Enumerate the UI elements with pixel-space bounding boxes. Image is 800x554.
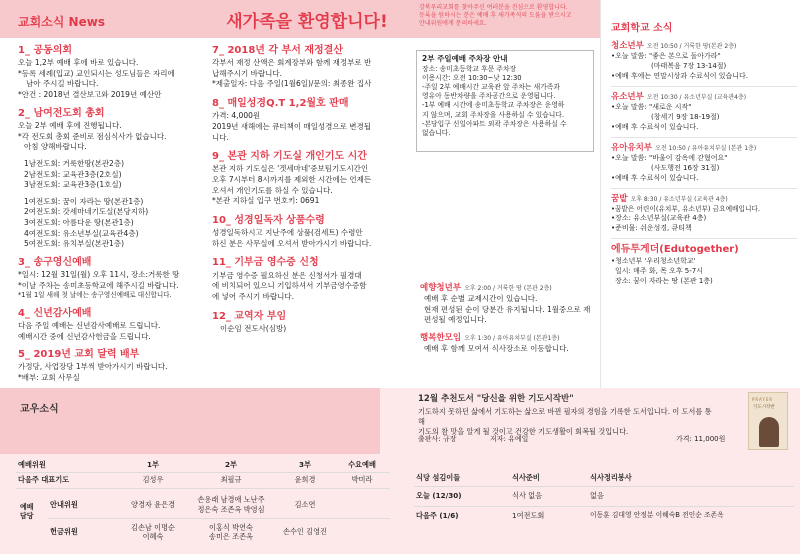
parking-line: -본당입구 신일아파트 외곽 주차장은 사용하실 수 — [422, 119, 567, 128]
dept-time: 오전 10:30 / 유소년부실 (교육관4층) — [646, 93, 747, 101]
news-item-9 — [212, 150, 408, 207]
news-line: 에 비치되어 있으니 기입하셔서 기부금영수증함 — [212, 281, 367, 291]
table-row — [414, 470, 794, 486]
book-price: 가격: 11,000원 — [676, 435, 726, 443]
sunday-school-list — [611, 40, 797, 287]
dept-time: 오후 1:30 / 유아유치부실 (본관1층) — [464, 334, 560, 342]
dept-time: 오전 10:50 / 거룩한 땅(본관 2층) — [646, 43, 737, 50]
table-row — [16, 458, 390, 472]
news-item-11 — [212, 256, 408, 302]
news-line: 1남전도회: 거룩한땅(본관2층) — [24, 158, 125, 168]
news-line: 가정당, 사업장당 1부씩 받아가시기 바랍니다. — [18, 362, 168, 372]
worship-duty-detail — [48, 492, 390, 546]
news-line: 납해주시기 바랍니다. — [212, 68, 282, 78]
table-cell: 다음주 대표기도 — [18, 474, 70, 484]
table-cell: 안내위원 — [50, 499, 78, 509]
book-description — [418, 407, 718, 437]
parking-line: 지 않으며, 교회 주차장을 사용하실 수 있습니다. — [422, 110, 565, 119]
news-item-10 — [212, 214, 408, 249]
divider — [611, 238, 797, 239]
intro-line: 안내위원에게 문의하세요. — [419, 19, 487, 27]
news-item-title: 10_ 성경일독자 상품수령 — [212, 214, 325, 226]
dept-name: 꿈밭 — [611, 193, 628, 204]
dept-line: •준비물: 쉬운성경, 큐티책 — [611, 224, 692, 233]
table-cell: 헌금위원 — [50, 527, 78, 537]
book-title: 12월 추천도서 "당신을 위한 기도시작반" — [418, 394, 574, 404]
news-item-12 — [212, 310, 408, 335]
news-line: 다음 주일 예배는 신년감사예배로 드립니다. — [18, 321, 161, 330]
news-item-title: 3_ 송구영신예배 — [18, 256, 92, 268]
news-line: 에 넣어 주시기 바랍니다. — [212, 291, 294, 301]
news-line: 오셔서 개인기도를 하실 수 있습니다. — [212, 185, 333, 195]
welcome-title: 새가족을 환영합니다! — [226, 12, 388, 32]
dept-line: 장소: 꿈이 자라는 땅 (본관 1층) — [615, 277, 713, 286]
news-item-title: 5_ 2019년 교회 달력 배부 — [18, 349, 140, 361]
dept-kinder — [611, 142, 797, 184]
parking-notice-box — [416, 50, 594, 152]
table-cell: 손용래 남경애 노난주 정은숙 조존옥 박영심 — [197, 495, 265, 514]
book-cover-top: PRAYER — [752, 397, 774, 402]
dept-line: 예배 후 함께 모여서 식사장소로 이동합니다. — [424, 344, 569, 354]
dept-line: •청소년부 '우리청소년학교' — [611, 257, 696, 266]
news-line: 남아 주시길 바랍니다. — [26, 79, 99, 89]
book-publisher: 출판사: 규장 — [418, 435, 457, 443]
table-cell: 1여전도회 — [512, 511, 545, 521]
news-item-1 — [18, 44, 210, 101]
table-header: 예배위원 — [16, 458, 120, 472]
table-row — [414, 506, 794, 526]
newcomer-intro — [395, 0, 600, 38]
news-item-title: 7_ 2018년 각 부서 재정결산 — [212, 45, 343, 56]
dept-time: 오후 8:30 / 유소년부실 (교육관 4층) — [630, 195, 728, 203]
book-desc-line: 기도의 참 맛을 알게 될 것이고 건강한 기도생활이 회복될 것입니다. — [418, 427, 629, 437]
news-item-title: 1_ 공동의회 — [18, 45, 73, 56]
dept-happy — [420, 332, 598, 355]
news-line: 본관 지하 기도실은 '겟세마네'중보팀기도시간인 — [212, 164, 369, 174]
dept-name: 청소년부 — [611, 41, 644, 51]
news-line: 가격: 4,000원 — [212, 111, 261, 121]
news-line: 오늘 1,2부 예배 후에 바로 있습니다. — [18, 58, 139, 68]
dept-youth — [611, 40, 797, 82]
table-cell: 이동훈 김대영 안정분 이혜숙B 전인순 조존옥 — [590, 511, 724, 520]
table-header: 1부 — [120, 458, 186, 472]
news-line: *일시: 12월 31일(월) 오후 11시, 장소:거룩한 땅 — [18, 270, 180, 280]
dept-name: 예향청년부 — [420, 283, 462, 293]
news-line: *각 전도회 총회 준비로 점심식사가 없습니다. — [18, 131, 167, 141]
parking-line: 영유아 동반차량을 주차공간으로 운영됩니다. — [422, 92, 556, 101]
table-header: 식당 섬김이들 — [414, 470, 510, 486]
news-line: 3여전도회: 아름다운 땅(본관1층) — [24, 218, 134, 228]
table-cell: 이홍식 박연숙 송미은 조존옥 — [209, 522, 253, 542]
dept-line: •예배 후에는 연말시상과 수료식이 있습니다. — [611, 71, 748, 80]
news-item-title: 11_ 기부금 영수증 신청 — [212, 257, 319, 269]
news-item-7 — [212, 44, 408, 90]
dept-name: 행복한모임 — [420, 332, 462, 343]
news-line: 5여전도회: 유치부실(본관1층) — [24, 239, 125, 249]
news-line: *제출일자: 다음 주일(1월6일)/문의: 최종완 집사 — [212, 79, 372, 89]
news-line: *등록 세례(입교) 교인되시는 성도님들은 자리에 — [18, 68, 175, 78]
parking-title: 2부 주일예배 주차장 안내 — [422, 54, 508, 63]
table-row — [414, 486, 794, 506]
news-line: 2019년 새해에는 큐티책이 매일성경으로 변경됩 — [212, 121, 372, 131]
dept-line: •예배 후 수료식이 있습니다. — [611, 173, 699, 182]
dept-name: 유소년부 — [611, 91, 644, 102]
book-cover-figure — [759, 417, 779, 447]
intro-line: 강북우리교회를 찾아주신 여러분을 진심으로 환영합니다. — [419, 4, 568, 11]
table-cell: 최필규 — [220, 474, 242, 484]
news-line: *이날 주차는 송미초등학교에 해주시길 바랍니다. — [18, 280, 179, 290]
dept-time: 오후 2:00 / 거룩한 땅 (본관 2층) — [464, 285, 552, 292]
parking-line: 이용시간: 오전 10:30~낮 12:30 — [422, 74, 522, 83]
news-line: *1월 1일 새해 첫 날에는 송구영신예배로 대신합니다. — [18, 291, 172, 300]
table-header: 수요예배 — [334, 458, 390, 472]
dept-line: 현재 편성된 순이 당분간 유지됩니다. 1월중으로 재 — [424, 304, 591, 314]
book-author: 저자: 유예일 — [490, 435, 529, 443]
news-item-title: 9_ 본관 지하 기도실 개인기도 시간 — [212, 151, 367, 163]
news-item-3 — [18, 256, 210, 301]
news-line: 성경일독하시고 지난주에 상품(검세트) 수령안 — [212, 228, 363, 238]
table-cell: 김손남 이명순 이혜숙 — [131, 522, 175, 542]
dept-line: 예배 후 순별 교제시간이 있습니다. — [424, 294, 538, 304]
news-line: *안건 : 2018년 결산보고와 2019년 예산안 — [18, 90, 162, 100]
dept-children — [611, 91, 797, 133]
table-row — [16, 472, 390, 488]
worship-duty-table — [16, 458, 390, 489]
news-line: 2여전도회: 갓세마네기도실(본당지하) — [24, 207, 149, 217]
table-header: 2부 — [186, 458, 276, 472]
news-line: 3남전도회: 교육관3층(1호실) — [24, 180, 122, 190]
dept-edutogether — [611, 243, 797, 287]
news-item-title: 2_ 남여전도회 총회 — [18, 107, 105, 119]
news-item-2 — [18, 107, 210, 250]
news-item-title: 12_ 교역자 부임 — [212, 310, 287, 322]
dept-yehyang — [420, 282, 598, 326]
table-cell: 손수인 김영진 — [283, 527, 327, 537]
table-header: 3부 — [276, 458, 334, 472]
news-line: 4여전도회: 유소년부실(교육관4층) — [24, 228, 139, 238]
parking-line: -주일 2부 예배시간 교육관 앞 주차는 새가족과 — [422, 83, 560, 92]
parking-line: -1부 예배 시간에 송미초등학교 주차장은 운영하 — [422, 101, 565, 110]
table-header: 식사정리봉사 — [588, 470, 794, 486]
table-cell: 없음 — [590, 490, 604, 500]
news-line: 2남전도회: 교육관3층(2호실) — [24, 169, 122, 179]
news-line: 1여전도회: 꿈이 자라는 땅(본관1층) — [24, 196, 144, 206]
dept-line: •오늘 말씀: "좋은 본으로 돌아가라" — [611, 52, 721, 61]
duty-group-label: 예배 담당 — [20, 503, 34, 521]
teacher-news-title: 교우소식 — [20, 404, 59, 415]
table-cell: 김소연 — [294, 499, 316, 509]
dept-name: 에듀투게더(Edutogether) — [611, 244, 739, 256]
dept-time: 오전 10:50 / 유아유치부실 (본관 1층) — [655, 144, 757, 152]
book-cover-sub: 기도시작반 — [753, 405, 775, 410]
youth-groups — [420, 282, 598, 355]
news-line: *본관 지하실 입구 번호키: 0691 — [212, 196, 320, 206]
table-cell: 박미라 — [351, 474, 373, 484]
news-item-5 — [18, 348, 210, 383]
dept-name: 유아유치부 — [611, 142, 653, 153]
divider — [611, 137, 797, 138]
table-cell: 오늘 (12/30) — [416, 490, 462, 500]
news-item-title: 8_ 매일성경Q.T 1,2월호 판매 — [212, 98, 349, 110]
news-title: 교회소식 News — [18, 15, 105, 29]
table-cell: 윤희경 — [294, 474, 316, 484]
table-cell: 다음주 (1/6) — [416, 511, 459, 521]
news-line: 기부금 영수증 필요하신 분은 신청서가 필경대 — [212, 270, 362, 280]
news-line: *배부: 교회 사무실 — [18, 373, 80, 383]
news-item-title: 4_ 신년감사예배 — [18, 307, 92, 319]
dept-line: (창세기 9장 18-19절) — [651, 112, 720, 121]
dept-line: 편성될 예정입니다. — [424, 315, 487, 325]
intro-line: 등록을 원하시는 분은 예배 후 새가족석의 도움을 받으시고 — [419, 11, 572, 19]
book-desc-line: 기도하지 못하던 삶에서 기도하는 삶으로 바뀐 필자의 경험을 기록한 도서입니다. 이 도서를 통해 — [418, 407, 712, 427]
meal-service-table — [414, 470, 794, 526]
parking-line: 장소: 송미초등학교 후문 주차장 — [422, 65, 517, 74]
dept-line: •오늘 말씀: "새로운 시작" — [611, 102, 692, 111]
news-line: 하신 분은 사무실에 오셔서 받아가시기 바랍니다. — [212, 238, 372, 248]
table-cell — [334, 492, 390, 518]
dept-line: •예배 후 수료식이 있습니다. — [611, 122, 699, 131]
news-line: 니다. — [212, 132, 229, 142]
dept-line: 일시: 매주 화, 목 오후 5-7시 — [615, 267, 703, 276]
table-cell — [334, 518, 390, 546]
news-line: 오후 7시부터 8시까지를 제외한 시간에는 언제든 — [212, 175, 372, 185]
dept-kkumbat — [611, 193, 797, 234]
table-row — [48, 518, 390, 546]
divider — [611, 86, 797, 87]
news-item-8 — [212, 97, 408, 143]
sunday-school-title: 교회학교 소식 — [611, 23, 673, 34]
dept-line: (사도행전 16장 31절) — [651, 163, 720, 172]
news-mid-column — [212, 44, 408, 334]
dept-line: •꿈밭은 어린이(유치부, 유소년부) 금요예배입니다. — [611, 204, 760, 213]
divider — [611, 188, 797, 189]
table-cell: 식사 없음 — [512, 490, 543, 500]
news-line: 예배시간 중에 신년감사헌금을 드립니다. — [18, 331, 151, 341]
news-line: 이순임 전도사(심방) — [220, 323, 287, 333]
dept-line: •오늘 말씀: "바울이 감옥에 갇혔어요" — [611, 153, 728, 162]
news-line: 각부서 재정 산액은 회계장부와 함께 재정부로 반 — [212, 58, 372, 68]
teacher-news-band — [0, 388, 380, 454]
news-line: 아침 양해바랍니다. — [24, 142, 87, 152]
dept-line: •장소: 유소년부실(교육관 4층) — [611, 214, 707, 223]
table-header: 식사준비 — [510, 470, 588, 486]
news-left-column — [18, 44, 210, 384]
table-cell: 양경자 윤은경 — [131, 499, 175, 509]
table-cell: 김성우 — [142, 474, 164, 484]
parking-line: 없습니다. — [422, 128, 451, 137]
book-cover-image — [748, 392, 788, 450]
news-item-4 — [18, 307, 210, 342]
table-row — [48, 492, 390, 518]
news-line: 오늘 2부 예배 후에 진행됩니다. — [18, 120, 122, 130]
dept-line: (마태복음 7장 13-14절) — [651, 62, 727, 70]
